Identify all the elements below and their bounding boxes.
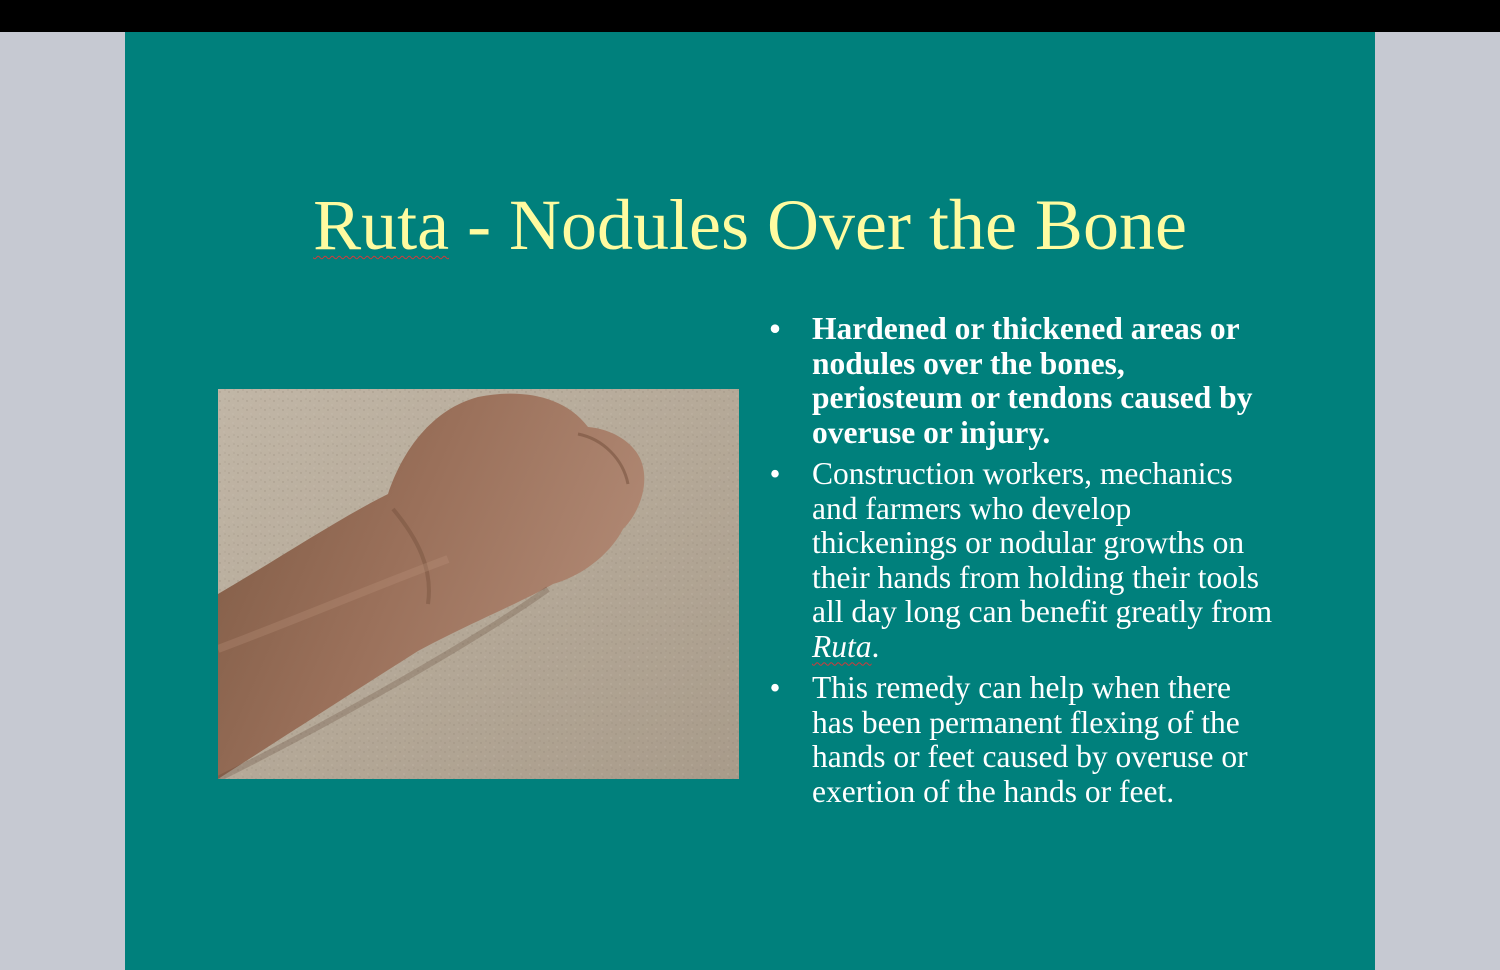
bullet-list[interactable] (765, 312, 1275, 816)
photo-clenched-fist-forearm-icon (218, 389, 739, 779)
bullet-dot-icon: • (769, 456, 781, 491)
bullet-dot-icon: • (769, 311, 781, 346)
bullet-text: This remedy can help when there has been permanent flexing of the hands or feet caused by overuse or exertion of the hands or feet. (812, 670, 1248, 809)
bullet-text-after: . (871, 628, 880, 664)
bullet-text: Hardened or thickened areas or nodules over the bones, periosteum or tendons caused by overuse or injury. (812, 311, 1253, 450)
bullet-text: Construction workers, mechanics and farmers who develop thickenings or nodular growths on their hands from holding their tools all day long can benefit greatly from (812, 456, 1273, 629)
bullet-item (765, 312, 1275, 450)
title-rest: - Nodules Over the Bone (449, 185, 1187, 265)
bullet-item (765, 671, 1275, 809)
slide-photo[interactable] (218, 389, 739, 779)
slide[interactable] (125, 32, 1375, 970)
top-bar (0, 0, 1500, 32)
bullet-dot-icon: • (769, 670, 781, 705)
bullet-item (765, 457, 1275, 664)
bullet-emphasis: Ruta (812, 628, 872, 664)
title-word-ruta: Ruta (313, 185, 450, 265)
slide-title[interactable] (125, 180, 1375, 270)
